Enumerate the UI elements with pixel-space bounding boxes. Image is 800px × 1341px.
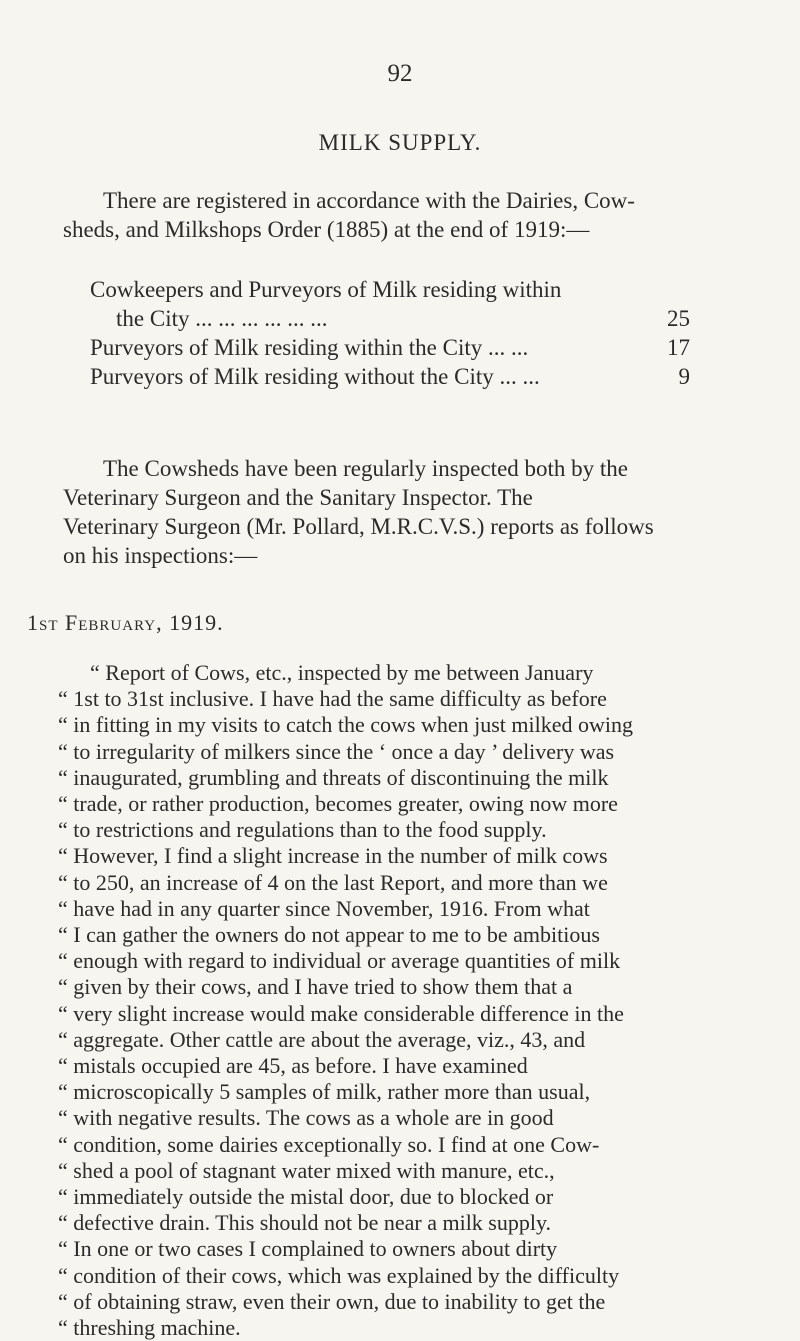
page-number: 92: [387, 60, 413, 87]
report-line: “ However, I find a slight increase in the number of milk cows: [58, 843, 608, 869]
report-line: “ I can gather the owners do not appear to me to be ambitious: [58, 922, 600, 948]
registration-row: [90, 304, 730, 333]
report-line: “ have had in any quarter since November, 1916. From what: [58, 895, 590, 921]
report-line: “ aggregate. Other cattle are about the average, viz., 43, and: [58, 1026, 586, 1052]
report-line: “ threshing machine.: [58, 1315, 241, 1341]
report-line: “ 1st to 31st inclusive. I have had the same difficulty as before: [58, 686, 607, 712]
report-line: “ inaugurated, grumbling and threats of discontinuing the milk: [58, 764, 609, 790]
registration-row: [90, 362, 730, 391]
registration-row: [90, 275, 730, 304]
report-line: “ of obtaining straw, even their own, due to inability to get the: [58, 1288, 606, 1314]
report-line: “ to 250, an increase of 4 on the last Report, and more than we: [58, 869, 608, 895]
report-line: “ enough with regard to individual or average quantities of milk: [58, 948, 621, 974]
registration-count: 25: [667, 306, 690, 331]
inspection-line: Veterinary Surgeon and the Sanitary Inspector. The: [63, 485, 533, 510]
report-line: “ In one or two cases I complained to owners about dirty: [58, 1236, 558, 1262]
inspection-paragraph: [63, 454, 753, 570]
report-line: “ condition of their cows, which was explained by the difficulty: [58, 1262, 620, 1288]
registration-count: 9: [678, 364, 690, 389]
report-line: “ defective drain. This should not be near a milk supply.: [58, 1210, 552, 1236]
report-line: “ shed a pool of stagnant water mixed with manure, etc.,: [58, 1157, 555, 1183]
registration-table: [90, 275, 730, 391]
report-line: “ microscopically 5 samples of milk, rather more than usual,: [58, 1079, 591, 1105]
report-line: “ in fitting in my visits to catch the cows when just milked owing: [58, 712, 633, 738]
report-line: “ immediately outside the mistal door, due to blocked or: [58, 1184, 554, 1210]
registration-label: Purveyors of Milk residing within the City ... ...: [90, 335, 529, 360]
registration-count: 17: [667, 335, 690, 360]
registration-label: Purveyors of Milk residing without the City ... ...: [90, 364, 540, 389]
intro-paragraph: [63, 186, 753, 244]
report-line: “ Report of Cows, etc., inspected by me between January: [90, 660, 594, 685]
intro-line: There are registered in accordance with the Dairies, Cow-: [103, 188, 635, 213]
veterinary-report: [58, 660, 758, 1341]
registration-row: [90, 333, 730, 362]
report-line: “ condition, some dairies exceptionally so. I find at one Cow-: [58, 1131, 600, 1157]
inspection-line: The Cowsheds have been regularly inspected both by the: [103, 456, 629, 481]
report-line: “ mistals occupied are 45, as before. I have examined: [58, 1053, 528, 1079]
intro-line: sheds, and Milkshops Order (1885) at the end of 1919:—: [63, 217, 590, 242]
inspection-line: on his inspections:—: [63, 543, 258, 568]
inspection-line: Veterinary Surgeon (Mr. Pollard, M.R.C.V.S.) reports as follows: [63, 514, 654, 539]
registration-label: the City ... ... ... ... ... ...: [116, 306, 328, 331]
report-line: “ trade, or rather production, becomes greater, owing now more: [58, 791, 618, 817]
report-line: “ given by their cows, and I have tried to show them that a: [58, 974, 573, 1000]
section-heading: MILK SUPPLY.: [318, 130, 482, 155]
report-line: “ to restrictions and regulations than to the food supply.: [58, 817, 547, 843]
report-line: “ to irregularity of milkers since the ‘ once a day ’ delivery was: [58, 738, 615, 764]
report-date: 1st February, 1919.: [27, 610, 224, 635]
registration-label: Cowkeepers and Purveyors of Milk residing within: [90, 277, 562, 302]
report-line: “ with negative results. The cows as a whole are in good: [58, 1105, 554, 1131]
report-line: “ very slight increase would make considerable difference in the: [58, 1000, 624, 1026]
